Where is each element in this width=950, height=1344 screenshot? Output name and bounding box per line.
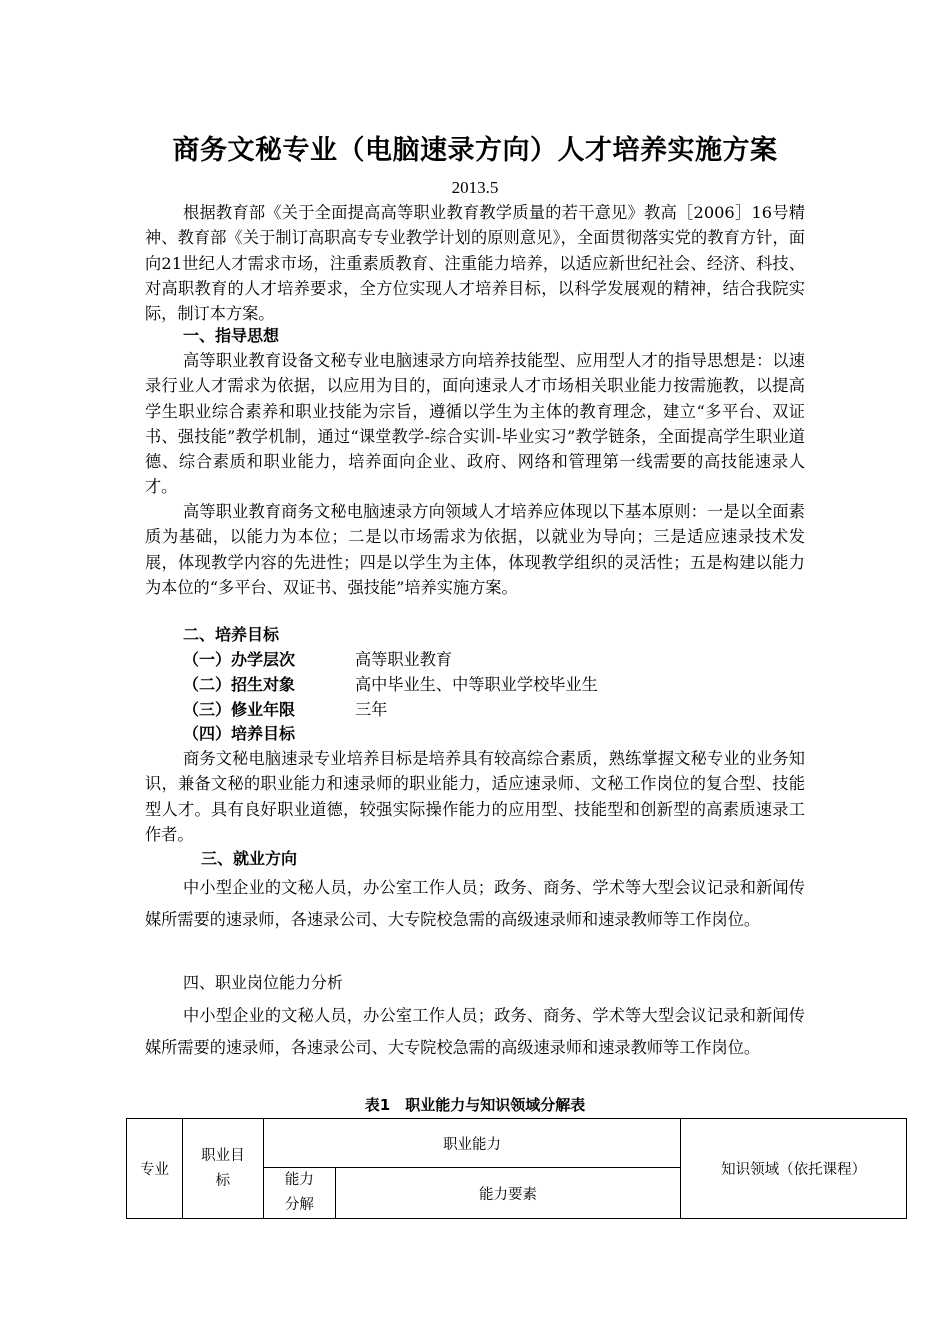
item-label: （二）招生对象 bbox=[183, 675, 296, 694]
section3-heading: 三、就业方向 bbox=[201, 849, 298, 868]
header-decompose: 能力分解 bbox=[263, 1168, 335, 1219]
section4-paragraph: 中小型企业的文秘人员，办公室工作人员；政务、商务、学术等大型会议记录和新闻传媒所需要的速录师，各速录公司、大专院校急需的高级速录师和速录教师等工作岗位。 bbox=[145, 1006, 805, 1057]
header-major: 专业 bbox=[127, 1119, 183, 1219]
item-label: （四）培养目标 bbox=[183, 724, 296, 743]
ability-table bbox=[126, 1118, 907, 1219]
section1-paragraph-1: 高等职业教育设备文秘专业电脑速录方向培养技能型、应用型人才的指导思想是：以速录行业人才需求为依据，以应用为目的，面向速录人才市场相关职业能力按需施教，以提高学生职业综合素养和职业技能为宗旨，遵循以学生为主体的教育理念，建立“多平台、双证书、强技能”教学机制，通过“课堂教学-综合实训-毕业实习”教学链条，全面提高学生职业道德、综合素质和职业能力，培养面向企业、政府、网络和管理第一线需要的高技能速录人才。 bbox=[145, 351, 805, 497]
header-goal: 职业目标 bbox=[182, 1119, 263, 1219]
section3-paragraph: 中小型企业的文秘人员，办公室工作人员；政务、商务、学术等大型会议记录和新闻传媒所需要的速录师，各速录公司、大专院校急需的高级速录师和速录教师等工作岗位。 bbox=[145, 878, 805, 929]
header-ability: 职业能力 bbox=[263, 1119, 680, 1168]
item-label: （一）办学层次 bbox=[183, 650, 296, 669]
item-value: 高中毕业生、中等职业学校毕业生 bbox=[355, 675, 598, 694]
section2-paragraph: 商务文秘电脑速录专业培养目标是培养具有较高综合素质，熟练掌握文秘专业的业务知识，兼备文秘的职业能力和速录师的职业能力，适应速录师、文秘工作岗位的复合型、技能型人才。具有良好职业道德，较强实际操作能力的应用型、技能型和创新型的高素质速录工作者。 bbox=[145, 749, 805, 844]
header-elements: 能力要素 bbox=[335, 1168, 680, 1219]
item-value: 高等职业教育 bbox=[355, 650, 453, 669]
section1-heading: 一、指导思想 bbox=[183, 326, 280, 345]
document-title: 商务文秘专业（电脑速录方向）人才培养实施方案 bbox=[172, 135, 778, 166]
item-label: （三）修业年限 bbox=[183, 700, 296, 719]
header-knowledge: 知识领域（依托课程） bbox=[681, 1119, 907, 1219]
section4-heading: 四、职业岗位能力分析 bbox=[183, 973, 344, 992]
section1-paragraph-2: 高等职业教育商务文秘电脑速录方向领域人才培养应体现以下基本原则：一是以全面素质为基础，以能力为本位；二是以市场需求为依据，以就业为导向；三是适应速录技术发展，体现教学内容的先进性；四是以学生为主体，体现教学组织的灵活性；五是构建以能力为本位的“多平台、双证书、强技能”培养实施方案。 bbox=[145, 502, 805, 597]
item-value: 三年 bbox=[355, 700, 388, 719]
table-caption: 表1 职业能力与知识领域分解表 bbox=[364, 1096, 586, 1114]
intro-paragraph: 根据教育部《关于全面提高高等职业教育教学质量的若干意见》教高［2006］16号精神、教育部《关于制订高职高专专业教学计划的原则意见》，全面贯彻落实党的教育方针，面向21世纪人才需求市场，注重素质教育、注重能力培养，以适应新世纪社会、经济、科技、对高职教育的人才培养要求，全方位实现人才培养目标，以科学发展观的精神，结合我院实际，制订本方案。 bbox=[145, 203, 805, 324]
document-date: 2013.5 bbox=[451, 178, 499, 197]
section2-heading: 二、培养目标 bbox=[183, 625, 280, 644]
